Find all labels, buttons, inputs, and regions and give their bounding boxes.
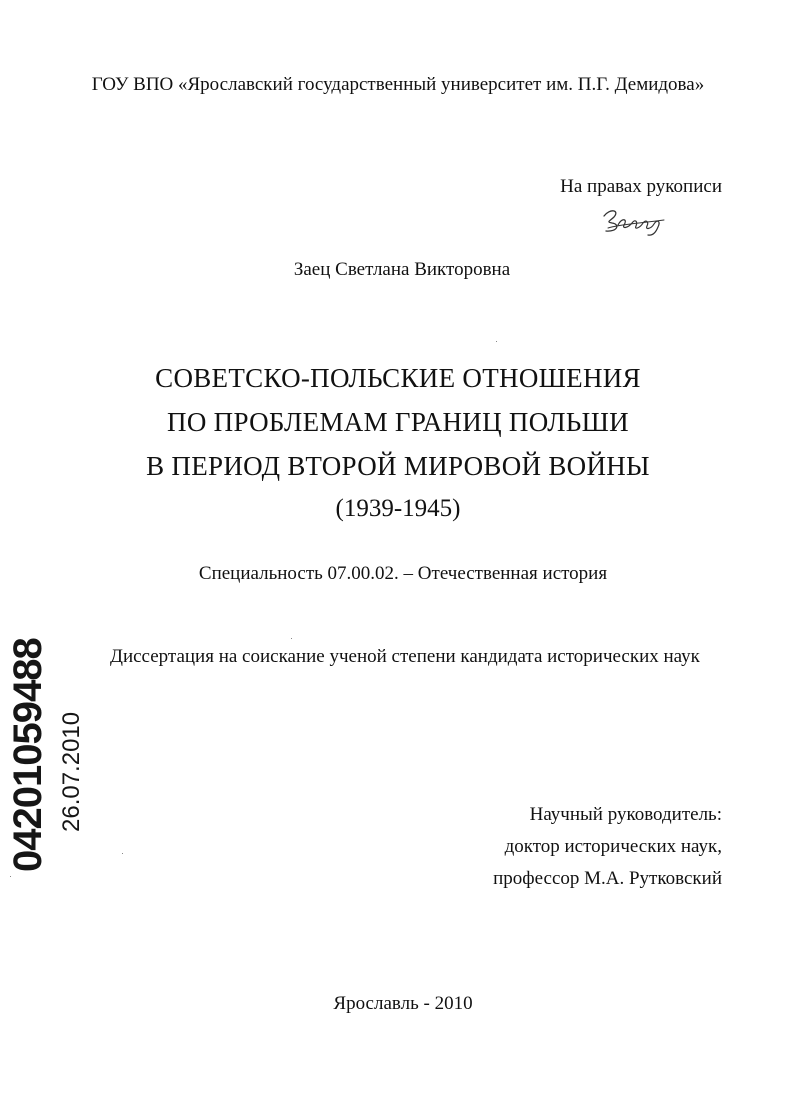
stamp-number: 04201059488 — [6, 638, 50, 872]
scan-speck — [122, 853, 123, 854]
library-stamp — [6, 636, 86, 876]
scientific-advisor — [493, 799, 722, 895]
scan-speck — [291, 638, 292, 639]
specialty: Специальность 07.00.02. – Отечественная история — [198, 563, 608, 584]
scan-speck — [10, 876, 11, 877]
advisor-line-3: профессор М.А. Рутковский — [493, 868, 722, 889]
dissertation-title — [0, 356, 796, 530]
author-name: Заец Светлана Викторовна — [293, 259, 511, 280]
manuscript-note: На правах рукописи — [560, 176, 722, 197]
title-line-1: СОВЕТСКО-ПОЛЬСКИЕ ОТНОШЕНИЯ — [155, 363, 641, 393]
advisor-line-2: доктор исторических наук, — [504, 836, 722, 857]
advisor-line-1: Научный руководитель: — [529, 804, 722, 825]
scan-speck — [496, 341, 497, 342]
title-line-2: ПО ПРОБЛЕМАМ ГРАНИЦ ПОЛЬШИ — [167, 407, 629, 437]
institution-name: ГОУ ВПО «Ярославский государственный университет им. П.Г. Демидова» — [91, 74, 705, 95]
title-line-3: В ПЕРИОД ВТОРОЙ МИРОВОЙ ВОЙНЫ — [146, 451, 650, 481]
handwritten-signature — [598, 198, 670, 238]
dissertation-purpose: Диссертация на соискание ученой степени кандидата исторических наук — [110, 646, 700, 667]
place-and-year: Ярославль - 2010 — [333, 993, 473, 1014]
title-years: (1939-1945) — [335, 495, 461, 522]
stamp-date: 26.07.2010 — [58, 711, 85, 832]
